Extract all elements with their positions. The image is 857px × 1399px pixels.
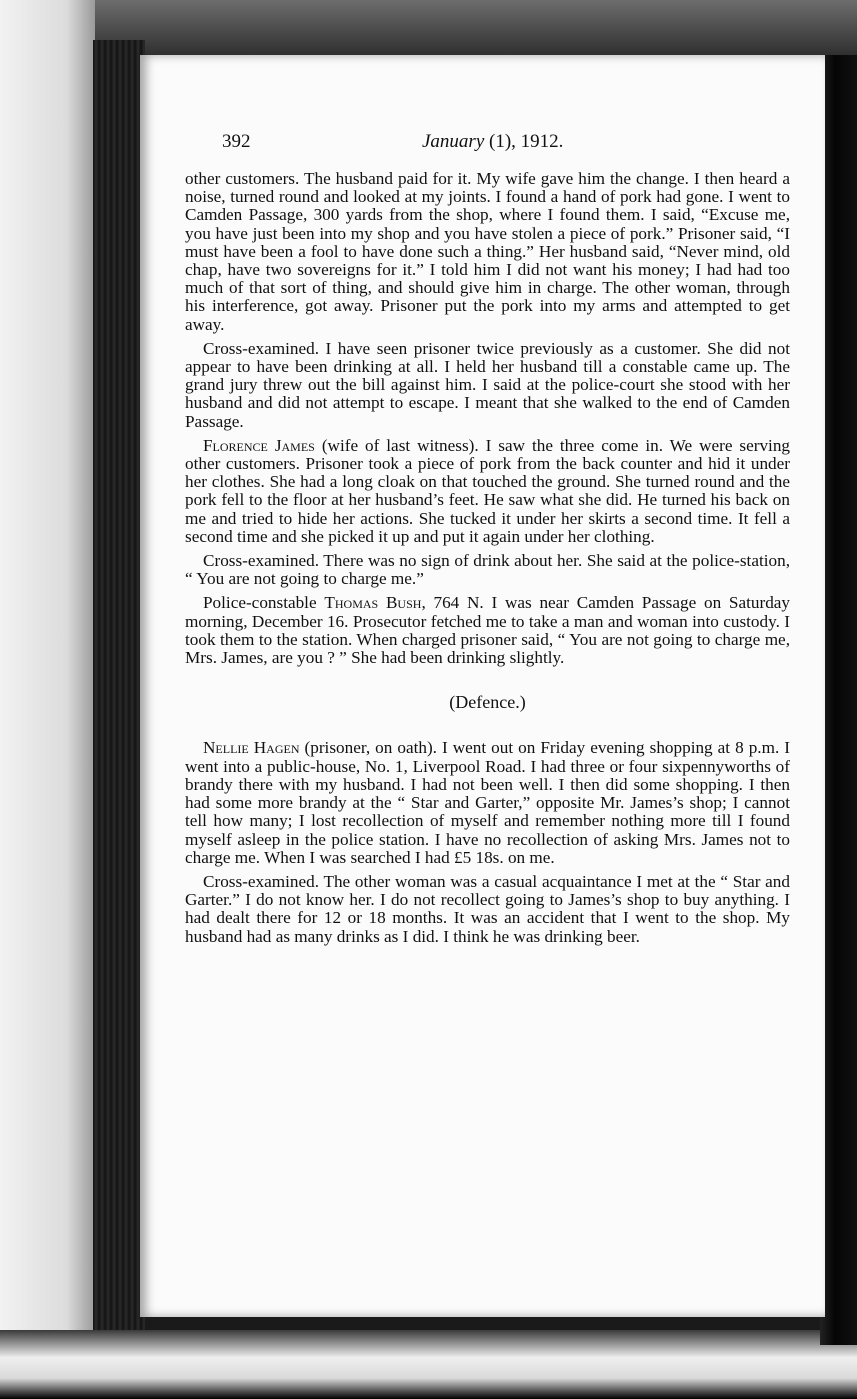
scan-backdrop-left [0, 0, 95, 1399]
book-binding [93, 40, 145, 1330]
page-header [222, 131, 782, 157]
witness-name: Nellie Hagen [203, 738, 300, 758]
running-title [422, 131, 563, 153]
paragraph: Nellie Hagen (prisoner, on oath). I went out on Friday evening shopping at 8 p.m. I went into a public-house, No. 1, Liverpool Road. I had three or four sixpennyworths of brandy there with my husband. I had not been well. I then did some shopping. I then had some more brandy at the “ Star and Garter,” opposite Mr. James’s shop; I cannot tell how many; I lost recollection of myself and remember nothing more till I found myself asleep in the police station. I have no recollection of asking Mrs. James not to charge me. When I was searched I had £5 18s. on me. [185, 738, 790, 867]
running-title-date: (1), 1912. [484, 131, 564, 152]
paragraph: Cross-examined. I have seen prisoner twice previously as a customer. She did not appear to have been drinking at all. I held her husband till a constable came up. The grand jury threw out the bill against him. I said at the police-court she stood with her husband and did not attempt to escape. I meant that she walked to the end of Camden Passage. [185, 338, 790, 431]
page-number: 392 [222, 131, 251, 152]
paragraph: Police-constable Thomas Bush, 764 N. I was near Camden Passage on Saturday morning, December 16. Prosecutor fetched me to take a man and woman into custody. I took them to the station. When charged prisoner said, “ You are not going to charge me, Mrs. James, are you ? ” She had been drinking slightly. [185, 593, 791, 668]
paragraph: other customers. The husband paid for it. My wife gave him the change. I then heard a noise, turned round and looked at my joints. I found a hand of pork had gone. I went to Camden Passage, 300 yards from the shop, where I found them. I said, “Excuse me, you have just been into my shop and you have stolen a piece of pork.” Prisoner said, “I must have been a fool to have done such a thing.” Her husband said, “Never mind, old chap, have two sovereigns for it.” I told him I did not want his money; I had had too much of that sort of thing, and should give him in charge. The other woman, through his interference, got away. Prisoner put the pork into my arms and attempted to get away. [185, 169, 790, 334]
paragraph: Cross-examined. The other woman was a casual acquaintance I met at the “ Star and Garter.” I do not know her. I do not recollect going to James’s shop to buy anything. I had dealt there for 12 or 18 months. It was an accident that I went to the shop. My husband had as many drinks as I did. I think he was drinking beer. [185, 871, 790, 946]
section-heading: (Defence.) [449, 692, 526, 713]
book-page [140, 55, 825, 1317]
body-text [185, 170, 790, 952]
paragraph: Florence James (wife of last witness). I saw the three come in. We were serving other customers. Prisoner took a piece of pork from the back counter and hid it under her clothes. She had a long cloak on that touched the ground. She turned round and the pork fell to the floor at her husband’s feet. He saw what she did. He turned his back on me and tried to hide her actions. She tucked it under her skirts a second time. It fell a second time and she picked it up and put it again under her clothing. [185, 435, 791, 546]
witness-name: Thomas Bush [324, 593, 422, 613]
scan-backdrop-bottom [0, 1330, 857, 1399]
page-edge-right [820, 55, 857, 1345]
witness-name: Florence James [203, 435, 315, 455]
running-title-month: January [422, 131, 485, 152]
paragraph: Cross-examined. There was no sign of drink about her. She said at the police-station, “ You are not going to charge me.” [185, 551, 790, 589]
